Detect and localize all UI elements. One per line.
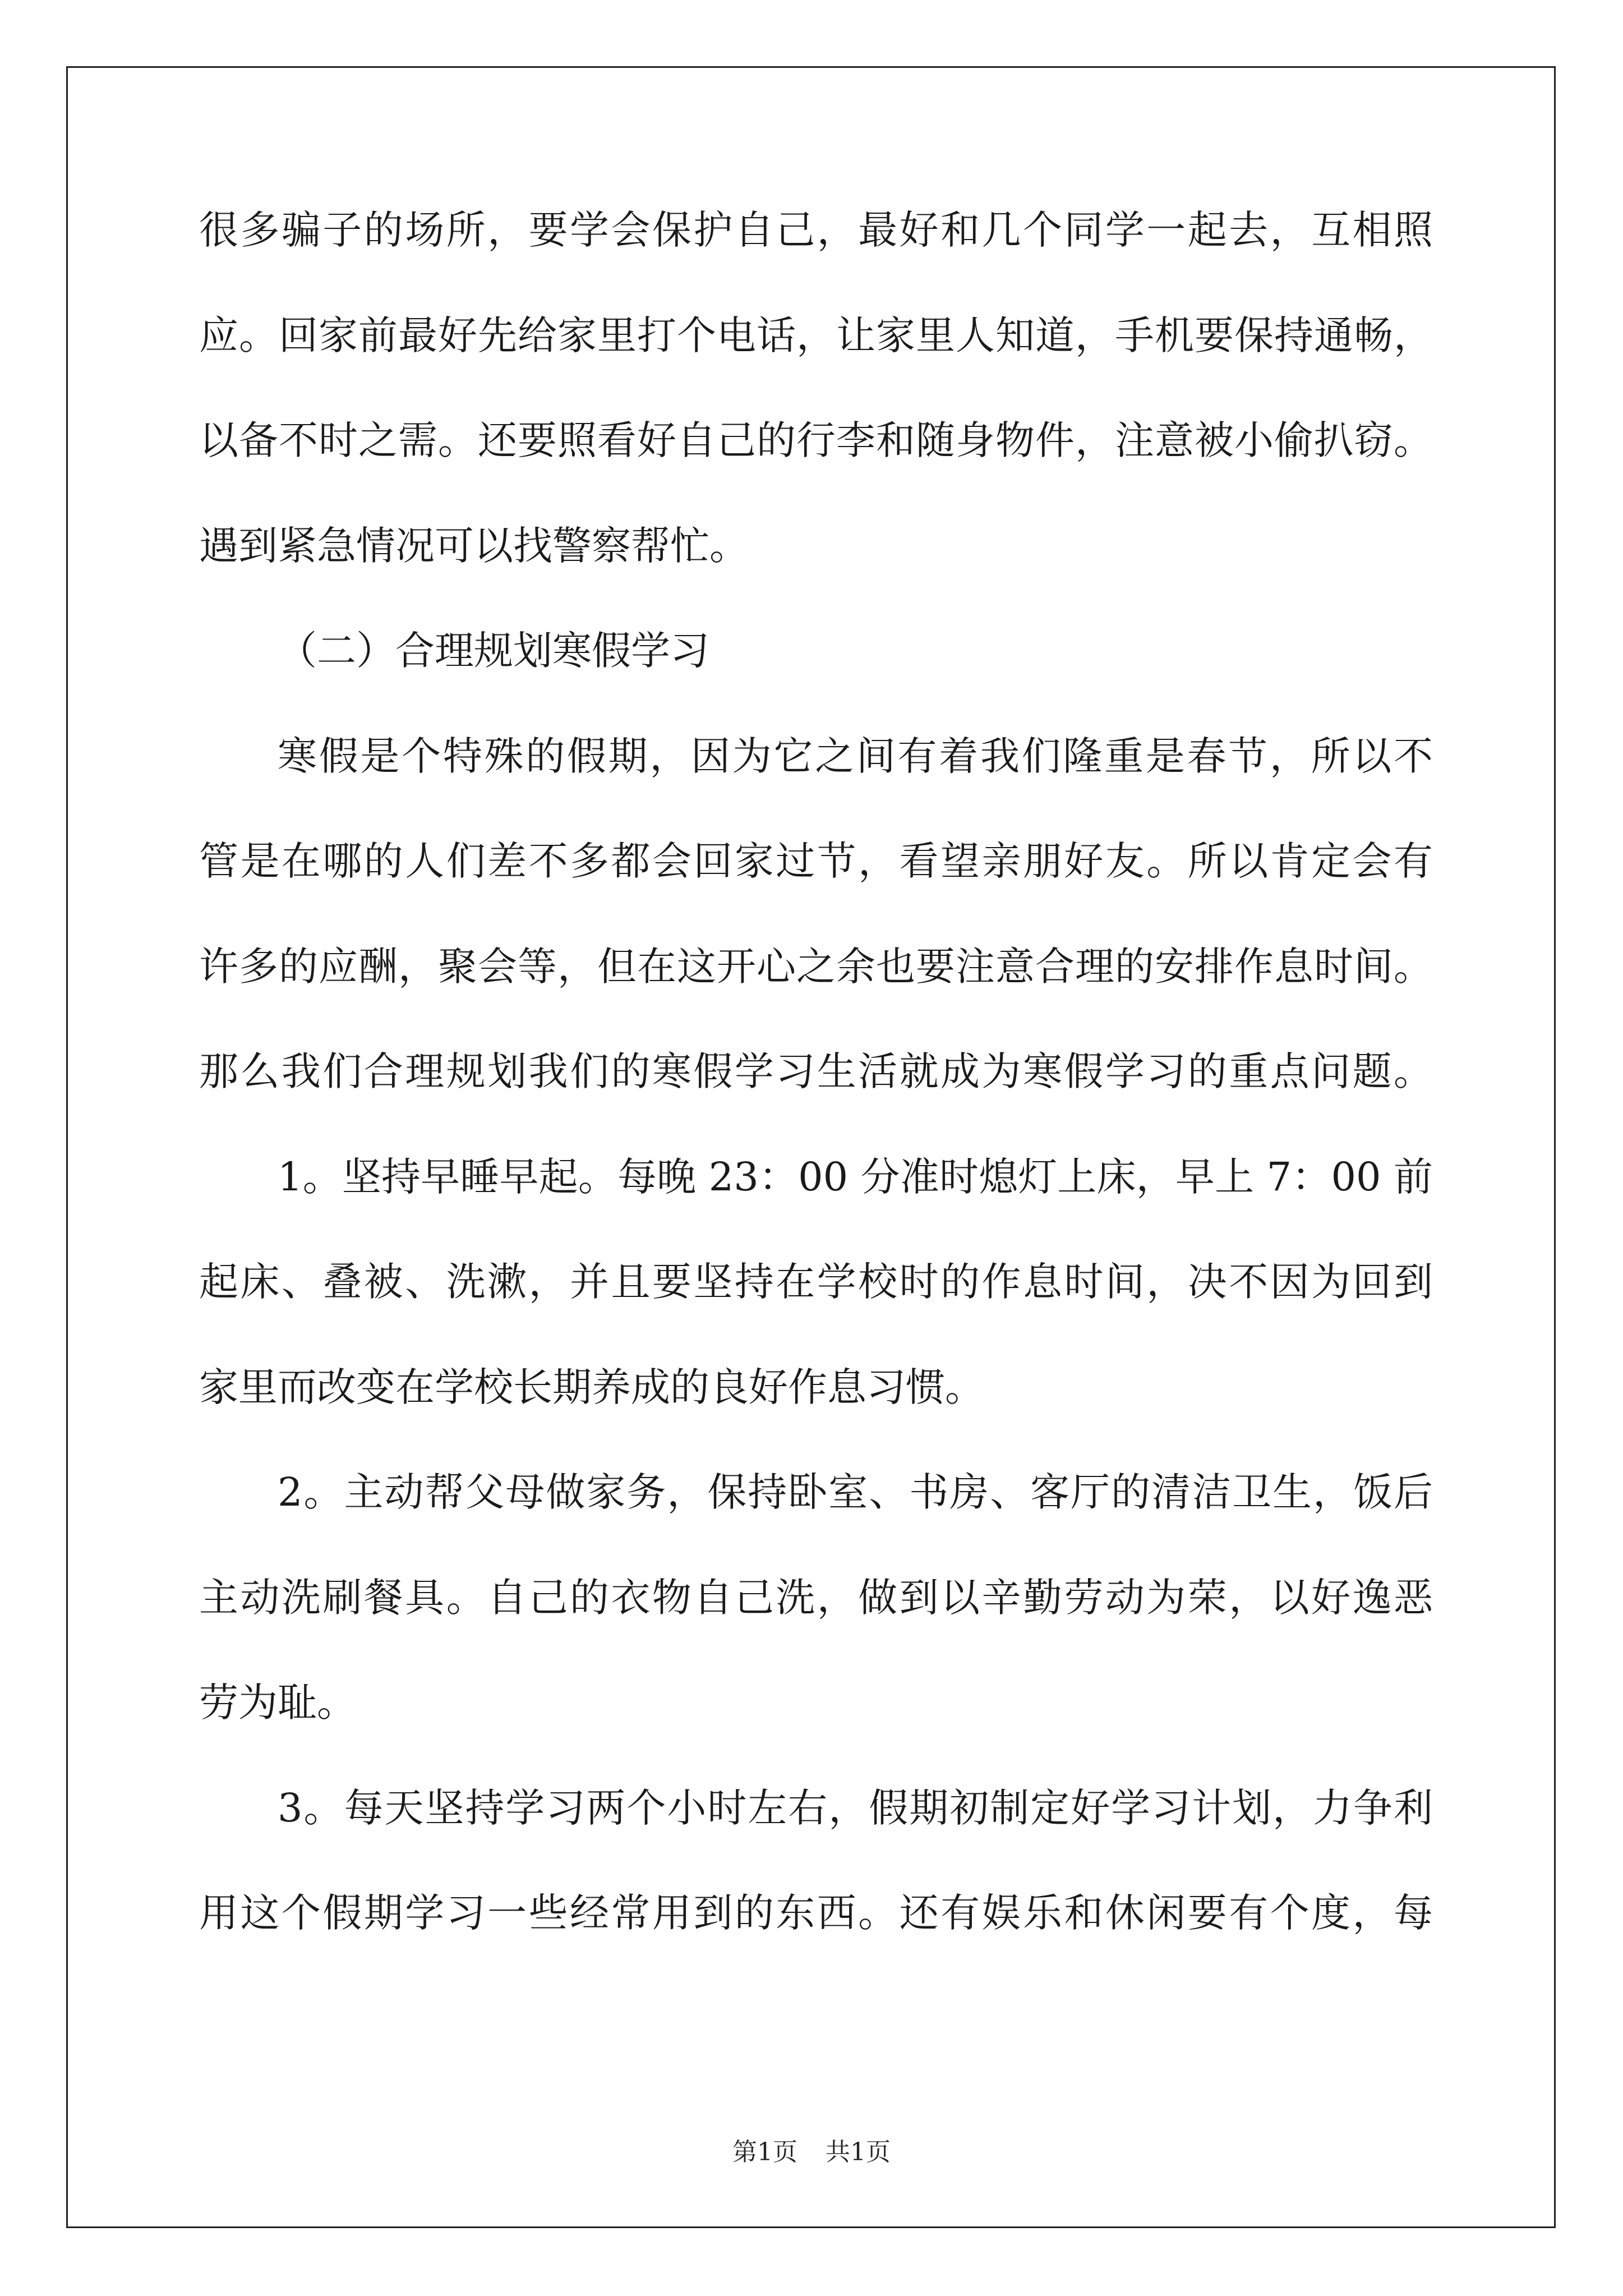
- text-line: 用这个假期学习一些经常用到的东西。还有娱乐和休闲要有个度，每: [199, 1890, 1433, 1936]
- page-number: 第1页: [732, 2138, 797, 2166]
- text-line: 应。回家前最好先给家里打个电话，让家里人知道，手机要保持通畅，: [199, 312, 1433, 358]
- text-line: 管是在哪的人们差不多都会回家过节，看望亲朋好友。所以肯定会有: [199, 838, 1433, 884]
- text-line: 1。坚持早睡早起。每晚 23：00 分准时熄灯上床，早上 7：00 前: [278, 1154, 1433, 1200]
- text-line: 许多的应酬，聚会等，但在这开心之余也要注意合理的安排作息时间。: [199, 944, 1433, 990]
- text-line: 很多骗子的场所，要学会保护自己，最好和几个同学一起去，互相照: [199, 207, 1433, 253]
- page-footer: [0, 2132, 1623, 2168]
- text-line: 家里而改变在学校长期养成的良好作息习惯。: [199, 1364, 984, 1410]
- text-line: 3。每天坚持学习两个小时左右，假期初制定好学习计划，力争利: [278, 1785, 1433, 1831]
- text-line: 起床、叠被、洗漱，并且要坚持在学校时的作息时间，决不因为回到: [199, 1259, 1433, 1305]
- text-line: 2。主动帮父母做家务，保持卧室、书房、客厅的清洁卫生，饭后: [278, 1469, 1433, 1515]
- page-total: 共1页: [826, 2138, 891, 2166]
- text-line: 遇到紧急情况可以找警察帮忙。: [199, 523, 749, 569]
- text-line: 那么我们合理规划我们的寒假学习生活就成为寒假学习的重点问题。: [199, 1048, 1433, 1094]
- text-line: 寒假是个特殊的假期，因为它之间有着我们隆重是春节，所以不: [278, 733, 1433, 779]
- section-heading: （二）合理规划寒假学习: [278, 628, 709, 674]
- text-line: 劳为耻。: [199, 1680, 356, 1726]
- text-line: 主动洗刷餐具。自己的衣物自己洗，做到以辛勤劳动为荣，以好逸恶: [199, 1575, 1433, 1621]
- text-line: 以备不时之需。还要照看好自己的行李和随身物件，注意被小偷扒窃。: [199, 417, 1433, 463]
